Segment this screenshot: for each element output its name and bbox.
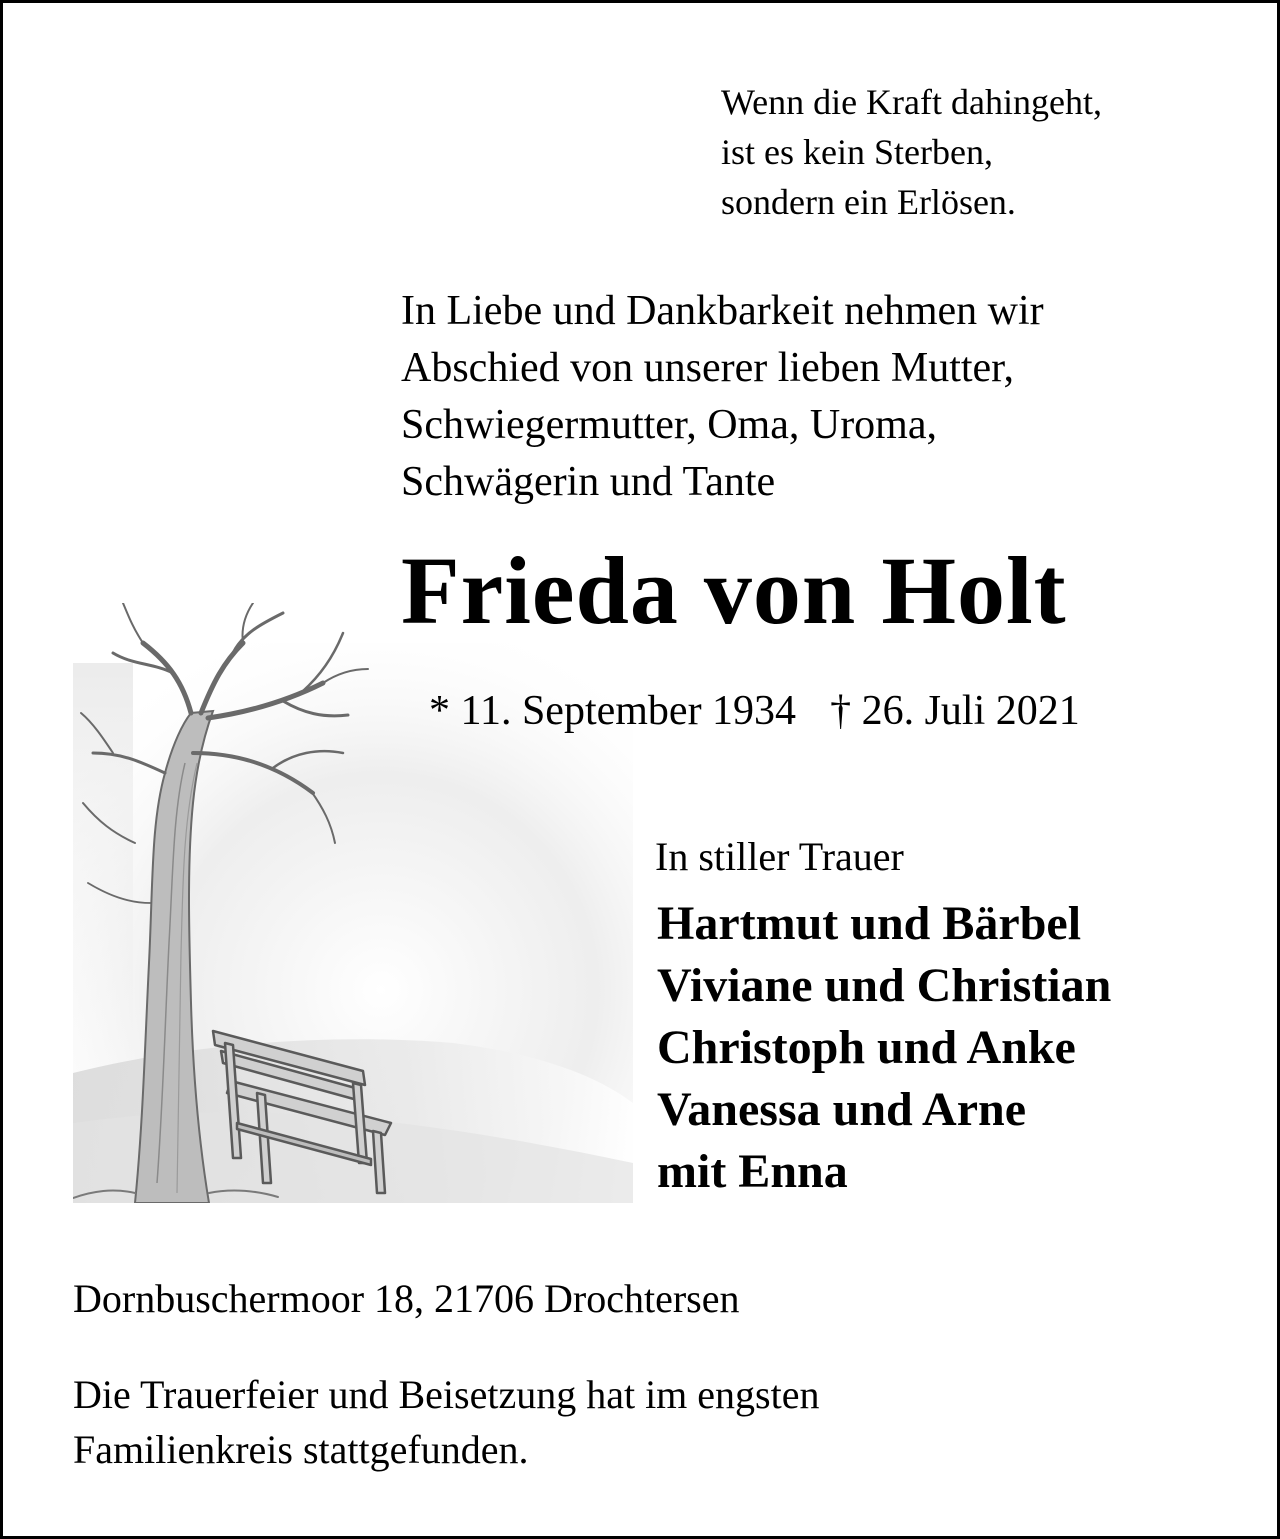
intro-line: Schwägerin und Tante bbox=[401, 459, 776, 505]
mourning-label: In stiller Trauer bbox=[655, 834, 904, 879]
mourner-name: Christoph und Anke bbox=[657, 1021, 1076, 1074]
intro-line: Abschied von unserer lieben Mutter, bbox=[401, 345, 1014, 391]
intro-line: Schwiegermutter, Oma, Uroma, bbox=[401, 402, 937, 448]
mourner-name: Vanessa und Arne bbox=[657, 1083, 1027, 1136]
mourners-list bbox=[657, 893, 1111, 1203]
life-dates bbox=[429, 683, 1080, 739]
intro-line: In Liebe und Dankbarkeit nehmen wir bbox=[401, 288, 1044, 334]
mourner-name: Hartmut und Bärbel bbox=[657, 897, 1082, 950]
funeral-line: Familienkreis stattgefunden. bbox=[73, 1427, 529, 1472]
birth-date: * 11. September 1934 bbox=[429, 688, 797, 734]
mourner-name: mit Enna bbox=[657, 1145, 848, 1198]
intro-text bbox=[401, 283, 1044, 511]
mourner-name: Viviane und Christian bbox=[657, 959, 1112, 1012]
deceased-name: Frieda von Holt bbox=[401, 537, 1067, 644]
funeral-note bbox=[73, 1367, 819, 1477]
poem-verse bbox=[721, 77, 1102, 227]
funeral-line: Die Trauerfeier und Beisetzung hat im engsten bbox=[73, 1372, 820, 1417]
poem-line: ist es kein Sterben, bbox=[721, 132, 993, 172]
poem-line: sondern ein Erlösen. bbox=[721, 182, 1016, 222]
address: Dornbuschermoor 18, 21706 Drochtersen bbox=[73, 1276, 740, 1321]
death-date: † 26. Juli 2021 bbox=[830, 688, 1080, 734]
poem-line: Wenn die Kraft dahingeht, bbox=[721, 82, 1102, 122]
